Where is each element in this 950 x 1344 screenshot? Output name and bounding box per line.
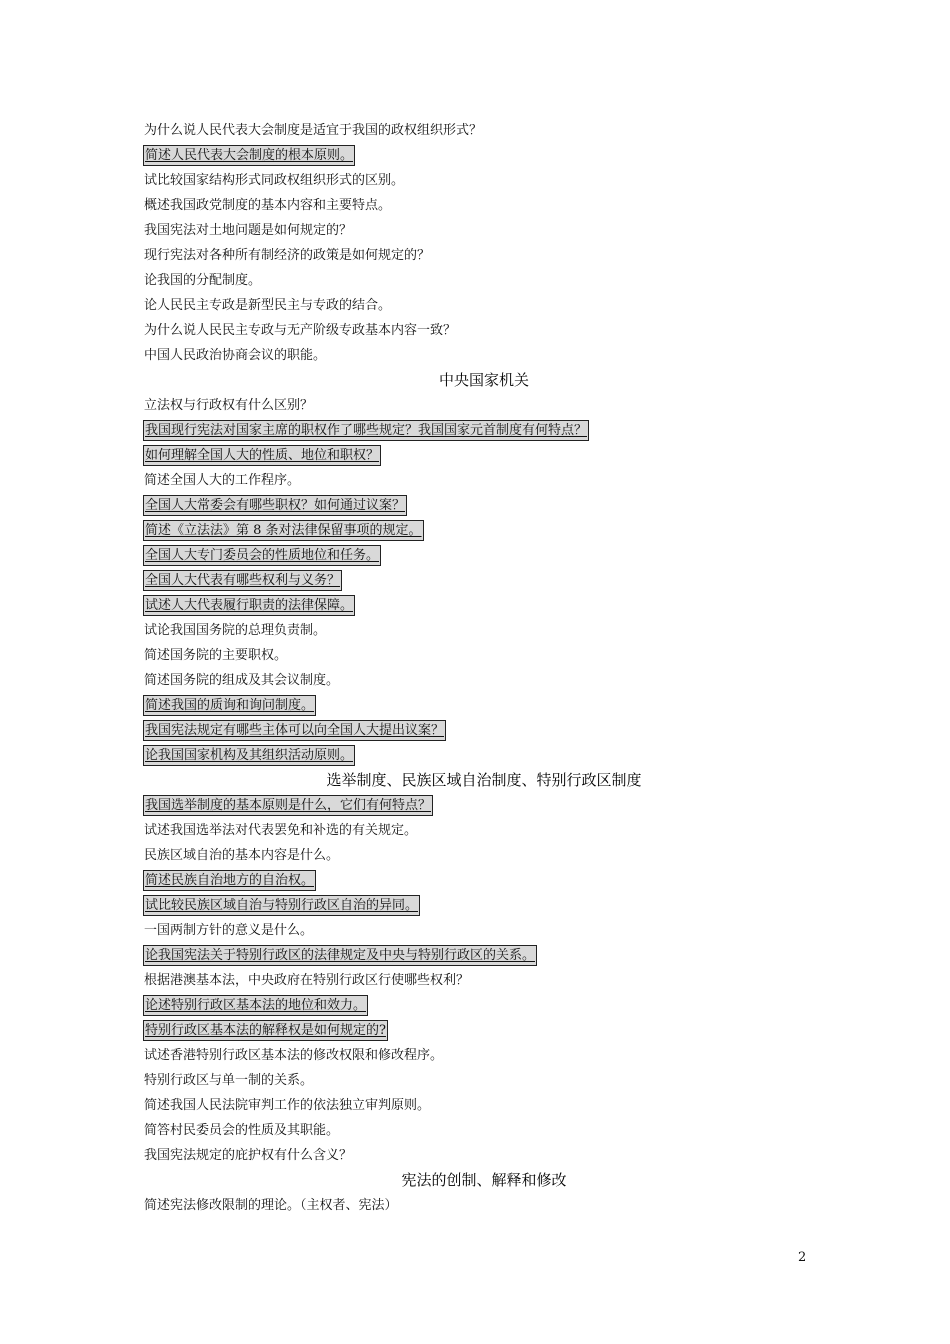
question-line [144, 468, 824, 493]
highlighted-question-text: 全国人大常委会有哪些职权？如何通过议案？ [143, 495, 407, 516]
question-line [144, 193, 824, 218]
question-text: 论人民民主专政是新型民主与专政的结合。 [144, 298, 392, 313]
highlighted-question-text: 简述人民代表大会制度的根本原则。 [143, 145, 355, 166]
question-line [144, 1093, 824, 1118]
question-line [144, 1068, 824, 1093]
question-text: 为什么说人民代表大会制度是适宜于我国的政权组织形式？ [144, 123, 483, 138]
question-line [144, 668, 824, 693]
question-line [144, 593, 824, 618]
question-line [144, 643, 824, 668]
question-line [144, 893, 824, 918]
highlighted-question-text: 论我国国家机构及其组织活动原则。 [143, 745, 355, 766]
question-line [144, 568, 824, 593]
question-line [144, 168, 824, 193]
highlighted-question-text: 试述人大代表履行职责的法律保障。 [143, 595, 355, 616]
question-text: 我国宪法对土地问题是如何规定的？ [144, 223, 353, 238]
question-line [144, 993, 824, 1018]
question-text: 我国宪法规定的庇护权有什么含义？ [144, 1148, 353, 1163]
question-line [144, 868, 824, 893]
question-text: 试论我国国务院的总理负责制。 [144, 623, 327, 638]
highlighted-question-text: 简述我国的质询和询问制度。 [143, 695, 316, 716]
highlighted-question-text: 全国人大专门委员会的性质地位和任务。 [143, 545, 381, 566]
question-line [144, 1143, 824, 1168]
question-line [144, 318, 824, 343]
question-line [144, 543, 824, 568]
question-line [144, 443, 824, 468]
highlighted-question-text: 简述民族自治地方的自治权。 [143, 870, 316, 891]
question-text: 简述国务院的组成及其会议制度。 [144, 673, 340, 688]
highlighted-question-text: 简述《立法法》第 8 条对法律保留事项的规定。 [143, 520, 424, 541]
page-number: 2 [798, 1250, 807, 1265]
question-text: 民族区域自治的基本内容是什么。 [144, 848, 340, 863]
question-line [144, 143, 824, 168]
question-line [144, 743, 824, 768]
question-text: 试述香港特别行政区基本法的修改权限和修改程序。 [144, 1048, 444, 1063]
question-line [144, 518, 824, 543]
highlighted-question-text: 我国现行宪法对国家主席的职权作了哪些规定？我国国家元首制度有何特点？ [143, 420, 589, 441]
question-text: 简述宪法修改限制的理论。（主权者、宪法） [144, 1198, 398, 1213]
question-text: 简答村民委员会的性质及其职能。 [144, 1123, 340, 1138]
question-line [144, 393, 824, 418]
section-heading-text: 选举制度、民族区域自治制度、特别行政区制度 [326, 771, 642, 789]
question-line [144, 243, 824, 268]
question-line [144, 918, 824, 943]
highlighted-question-text: 论述特别行政区基本法的地位和效力。 [143, 995, 368, 1016]
question-line [144, 618, 824, 643]
highlighted-question-text: 全国人大代表有哪些权利与义务？ [143, 570, 342, 591]
question-text: 简述全国人大的工作程序。 [144, 473, 301, 488]
highlighted-question-text: 我国选举制度的基本原则是什么，它们有何特点？ [143, 795, 433, 816]
highlighted-question-text: 如何理解全国人大的性质、地位和职权？ [143, 445, 381, 466]
question-text: 试比较国家结构形式同政权组织形式的区别。 [144, 173, 405, 188]
question-line [144, 718, 824, 743]
question-text: 一国两制方针的意义是什么。 [144, 923, 314, 938]
question-text: 论我国的分配制度。 [144, 273, 262, 288]
highlighted-question-text: 试比较民族区域自治与特别行政区自治的异同。 [143, 895, 420, 916]
question-text: 试述我国选举法对代表罢免和补选的有关规定。 [144, 823, 418, 838]
question-text: 为什么说人民民主专政与无产阶级专政基本内容一致？ [144, 323, 457, 338]
question-line [144, 1118, 824, 1143]
question-line [144, 293, 824, 318]
question-line [144, 1018, 824, 1043]
question-line [144, 118, 824, 143]
question-line [144, 343, 824, 368]
question-text: 简述国务院的主要职权。 [144, 648, 288, 663]
question-text: 特别行政区与单一制的关系。 [144, 1073, 314, 1088]
section-heading [144, 768, 824, 793]
section-heading-text: 中央国家机关 [438, 371, 529, 389]
question-text: 根据港澳基本法，中央政府在特别行政区行使哪些权利？ [144, 973, 470, 988]
highlighted-question-text: 特别行政区基本法的解释权是如何规定的? [143, 1020, 388, 1041]
question-line [144, 268, 824, 293]
section-heading-text: 宪法的创制、解释和修改 [401, 1171, 567, 1189]
question-text: 简述我国人民法院审判工作的依法独立审判原则。 [144, 1098, 431, 1113]
question-list [144, 118, 824, 1218]
question-text: 概述我国政党制度的基本内容和主要特点。 [144, 198, 392, 213]
section-heading [144, 1168, 824, 1193]
highlighted-question-text: 论我国宪法关于特别行政区的法律规定及中央与特别行政区的关系。 [143, 945, 537, 966]
question-line [144, 843, 824, 868]
highlighted-question-text: 我国宪法规定有哪些主体可以向全国人大提出议案？ [143, 720, 446, 741]
question-line [144, 968, 824, 993]
question-line [144, 693, 824, 718]
question-line [144, 943, 824, 968]
question-line [144, 218, 824, 243]
question-line [144, 418, 824, 443]
question-text: 中国人民政治协商会议的职能。 [144, 348, 327, 363]
question-text: 立法权与行政权有什么区别？ [144, 398, 314, 413]
question-line [144, 1193, 824, 1218]
question-line [144, 1043, 824, 1068]
question-line [144, 793, 824, 818]
question-line [144, 818, 824, 843]
section-heading [144, 368, 824, 393]
question-text: 现行宪法对各种所有制经济的政策是如何规定的？ [144, 248, 431, 263]
question-line [144, 493, 824, 518]
